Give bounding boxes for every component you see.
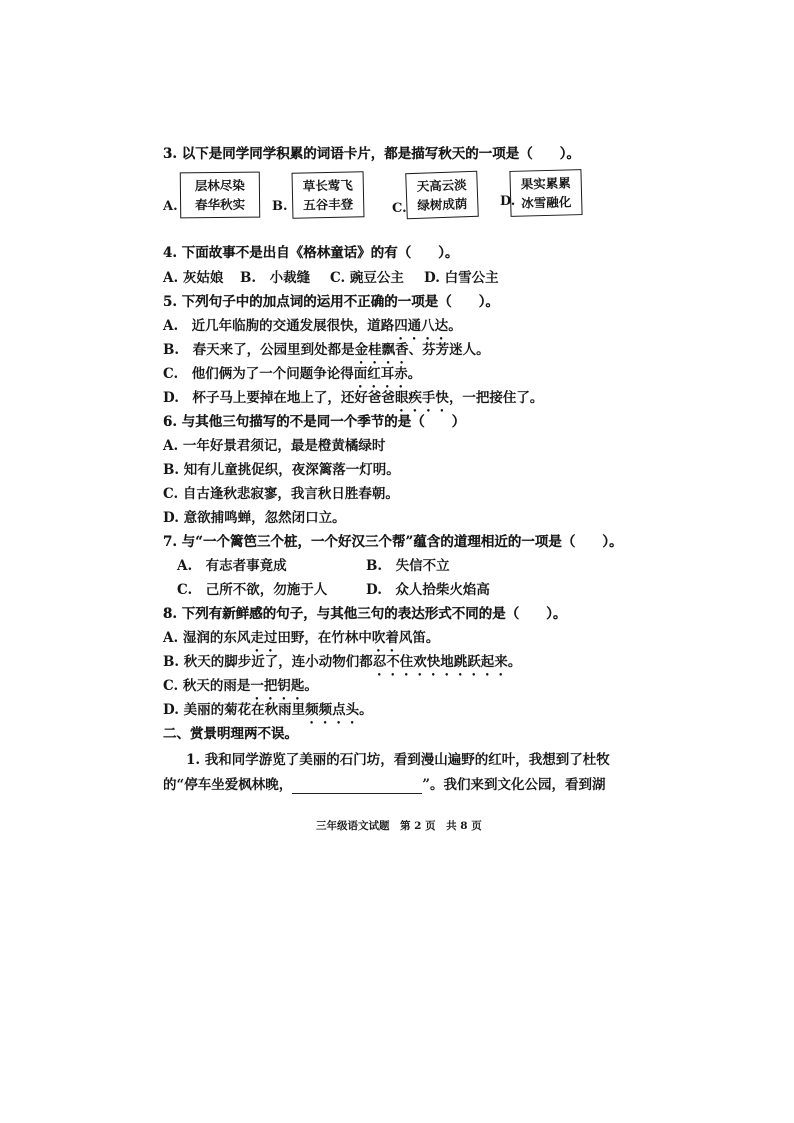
q8-c-dotted: 一把钥匙 <box>250 678 305 694</box>
q3-card-a-line2: 春华秋实 <box>195 196 246 213</box>
q5-option-c <box>163 365 421 391</box>
q3-card-b <box>292 171 365 218</box>
q3-card-b-line2: 五谷丰登 <box>303 196 354 213</box>
q8-option-a <box>163 629 439 655</box>
q5-a-dotted: 四通八达 <box>394 318 449 334</box>
q3-card-c <box>405 171 479 219</box>
section2-p2-post: ”。我们来到文化公园，看到湖 <box>422 777 606 793</box>
q3-card-b-line1: 草长莺飞 <box>302 177 353 194</box>
q5-d-dotted: 眼疾手快 <box>394 390 449 406</box>
q5-a-post: 。 <box>448 318 462 334</box>
q4-option-d: D. 白雪公主 <box>424 270 499 286</box>
q8-a-mid: 田野，在竹林中 <box>277 630 372 646</box>
q5-option-d <box>163 389 543 415</box>
q6-option-a: A. 一年好景君须记，最是橙黄橘绿时 <box>163 438 386 454</box>
q7-option-b: B. 失信不立 <box>366 558 450 574</box>
q8-option-c <box>163 677 318 703</box>
q4-stem: 4. 下面故事不是出自《格林童话》的有（ ）。 <box>163 245 459 261</box>
q8-c-pre: C. 秋天的雨是 <box>163 678 251 694</box>
q3-card-d-line1: 果实累累 <box>520 175 571 192</box>
q8-a-dotted-2: 吹着 <box>371 630 399 646</box>
section2-paragraph-line1: 1. 我和同学游览了美丽的石门坊，看到漫山遍野的红叶，我想到了杜牧 <box>186 752 610 768</box>
q8-b-dotted: 忍不住欢快地跳跃起来 <box>372 654 508 670</box>
q5-c-post: 。 <box>407 366 422 382</box>
q3-card-a <box>180 172 260 219</box>
q3-stem: 3. 以下是同学同学积累的词语卡片，都是描写秋天的一项是（ ）。 <box>163 146 581 162</box>
q8-b-post: 。 <box>507 654 522 670</box>
q7-option-d: D. 众人拾柴火焰高 <box>366 582 490 598</box>
q6-option-b: B. 知有儿童挑促织，夜深篱落一灯明。 <box>163 462 400 478</box>
q3-card-d <box>509 169 582 217</box>
q5-b-pre: B. 春天来了，公园里到处都是 <box>163 342 355 358</box>
q3-card-c-line1: 天高云淡 <box>416 177 467 194</box>
q3-card-c-line2: 绿树成荫 <box>417 196 468 213</box>
q3-option-a-label: A. <box>163 199 178 214</box>
q5-stem: 5. 下列句子中的加点词的运用不正确的一项是（ ）。 <box>163 294 500 310</box>
q6-option-c: C. 自古逢秋悲寂寥，我言秋日胜春朝。 <box>163 486 399 502</box>
q4-option-c: C. 豌豆公主 <box>330 270 404 286</box>
section2-paragraph-line2 <box>163 776 606 794</box>
q5-a-pre: A. 近几年临朐的交通发展很快，道路 <box>163 318 395 334</box>
q7-option-c: C. 己所不欲，勿施于人 <box>177 582 328 598</box>
poem-answer-blank[interactable] <box>292 779 422 794</box>
page-footer: 三年级语文试题 第 2 页 共 8 页 <box>316 820 482 832</box>
q8-d-pre: D. 美丽的菊花在秋雨里 <box>163 702 306 718</box>
q7-stem: 7. 与“一个篱笆三个桩，一个好汉三个帮”蕴含的道理相近的一项是（ ）。 <box>163 534 623 550</box>
q8-c-post: 。 <box>304 678 318 694</box>
q8-a-dotted-1: 走过 <box>250 630 278 646</box>
q4-option-a: A. 灰姑娘 <box>163 270 224 286</box>
q3-option-b-label: B. <box>272 199 288 214</box>
q5-b-dotted: 金桂飘香 <box>354 342 409 358</box>
q5-d-pre: D. 杯子马上要掉在地上了，还好爸爸 <box>163 390 395 406</box>
q8-d-dotted: 频频点头 <box>305 702 360 718</box>
q3-option-d-label: D. <box>500 194 516 209</box>
q7-option-a: A. 有志者事竟成 <box>177 558 287 574</box>
q8-stem: 8. 下列有新鲜感的句子，与其他三句的表达形式不同的是（ ）。 <box>163 606 567 622</box>
q8-a-post: 风笛。 <box>398 630 440 646</box>
q8-option-d <box>163 701 373 727</box>
q5-option-b <box>163 341 490 367</box>
q5-c-pre: C. 他们俩为了一个问题争论得 <box>163 366 354 382</box>
q5-option-a <box>163 317 462 343</box>
q8-d-post: 。 <box>359 702 373 718</box>
q3-card-d-line2: 冰雪融化 <box>521 194 572 211</box>
q3-card-a-line1: 层林尽染 <box>194 177 245 194</box>
section2-title: 二、赏景明理两不误。 <box>163 726 298 742</box>
q3-option-c-label: C. <box>392 201 407 216</box>
q8-option-b <box>163 653 521 679</box>
q4-option-b: B. 小裁缝 <box>240 270 311 286</box>
q5-c-dotted: 面红耳赤 <box>353 366 408 382</box>
q6-option-d: D. 意欲捕鸣蝉，忽然闭口立。 <box>163 510 346 526</box>
section2-p2-pre: 的“停车坐爱枫林晚， <box>163 777 293 793</box>
q8-a-pre: A. 湿润的东风 <box>163 630 251 646</box>
q8-b-pre: B. 秋天的脚步近了，连小动物们都 <box>163 654 373 670</box>
q5-b-post: 、芬芳迷人。 <box>408 342 490 358</box>
q6-stem: 6. 与其他三句描写的不是同一个季节的是（ ） <box>163 414 466 430</box>
q5-d-post: ，一把接住了。 <box>448 390 544 406</box>
